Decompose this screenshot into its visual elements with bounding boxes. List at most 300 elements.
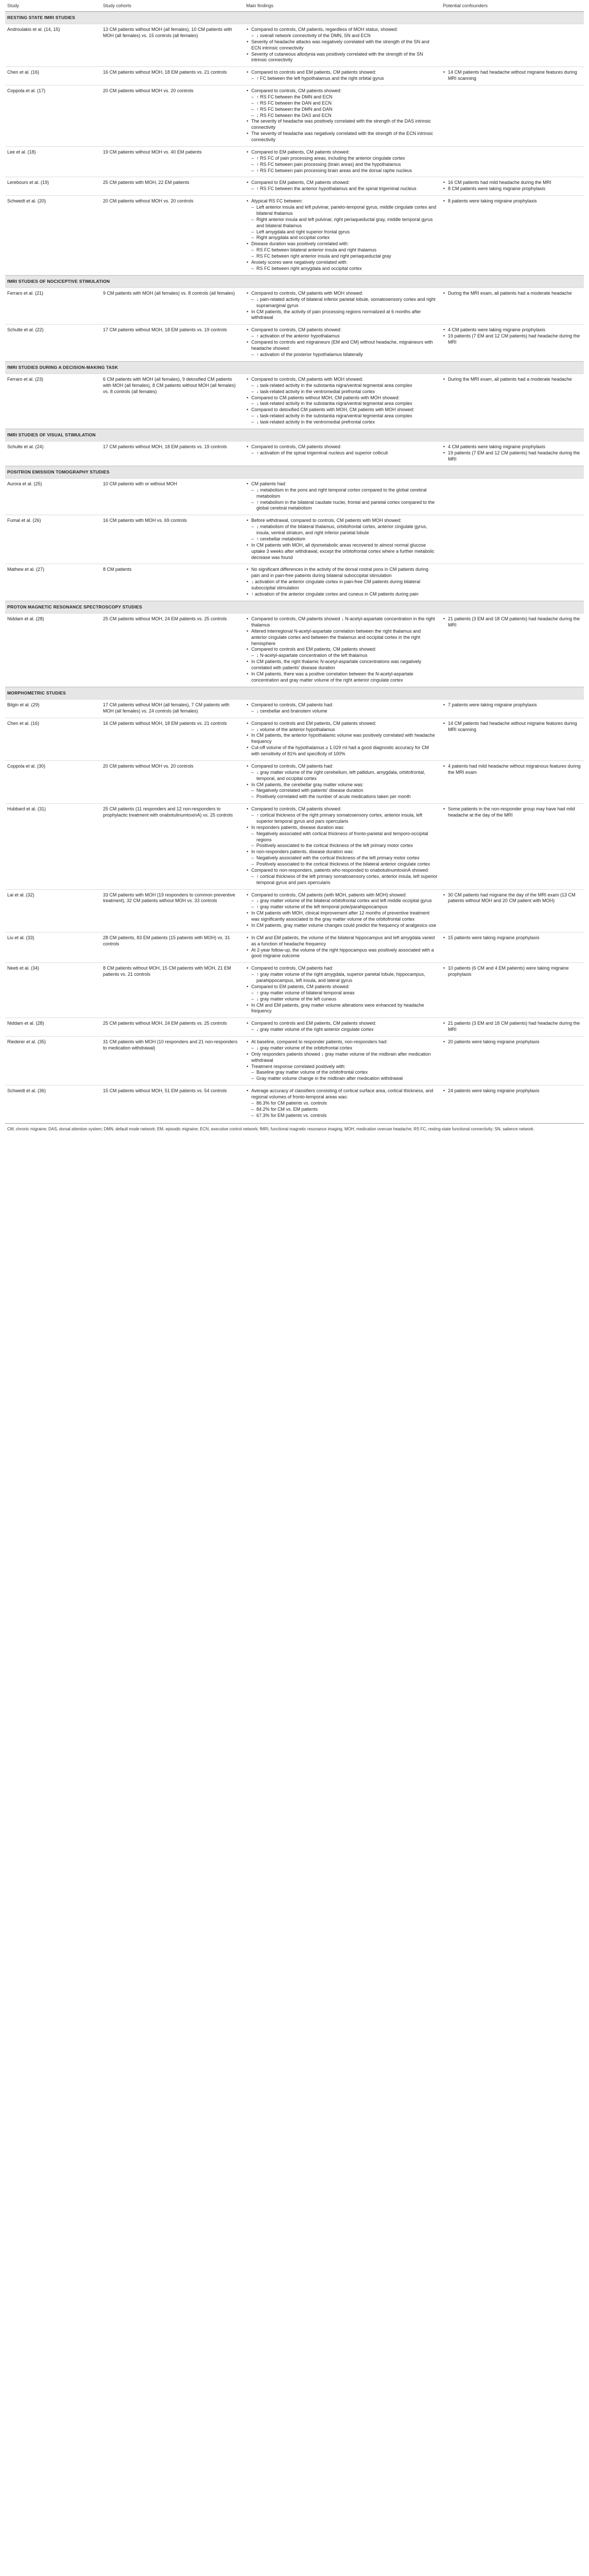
confounders-cell (441, 804, 584, 889)
findings-list (246, 935, 438, 960)
findings-list (246, 291, 438, 321)
finding-item: – ↑ RS FC between pain processing (brain areas) and the hypothalamus (246, 162, 438, 168)
confounders-list (443, 1021, 581, 1033)
confounders-cell (441, 889, 584, 932)
findings-list (246, 180, 438, 192)
confounders-cell (441, 478, 584, 515)
confounders-list (443, 1088, 581, 1094)
finding-item: • In CM patients, gray matter volume changes could predict the frequency of analgesics use (246, 923, 438, 929)
confounder-item: • 8 CM patients were taking migraine prophylaxis (443, 186, 581, 192)
findings-list (246, 1021, 438, 1033)
finding-item: • Compared to controls, CM patients, regardless of MOH status, showed: (246, 27, 438, 33)
finding-item: – 84.2% for CM vs. EM patients (246, 1107, 438, 1113)
cohorts-cell: 20 CM patients without MOH vs. 20 controls (101, 196, 244, 276)
confounders-list (443, 806, 581, 819)
table-row (5, 478, 584, 515)
cohorts-cell: 8 CM patients (101, 564, 244, 601)
findings-cell (244, 1018, 441, 1037)
cohorts-cell: 16 CM patients with MOH vs. 69 controls (101, 515, 244, 564)
cohorts-cell: 25 CM patients with MOH, 22 EM patients (101, 177, 244, 196)
finding-item: – ↑ RS FC between the anterior hypothalamus and the spinal trigeminal nucleus (246, 186, 438, 192)
finding-item: – Right anterior insula and left pulvinar, right periaqueductal gray, middle temporal gyrus and bilateral thalamus (246, 217, 438, 229)
finding-item: – RS FC between right amygdala and occipital cortex (246, 266, 438, 272)
finding-item: • Treatment response correlated positively with: (246, 1064, 438, 1070)
finding-item: – ↓ gray matter volume of the right cerebellum, left pallidum, amygdala, orbitofrontal, temporal, and occipital cortex (246, 770, 438, 782)
confounders-list (443, 327, 581, 346)
confounders-list (443, 721, 581, 733)
finding-item: • Compared to controls, CM patients showed: (246, 88, 438, 94)
confounders-cell (441, 196, 584, 276)
finding-item: • ↓ activation of the anterior cingulate cortex in pain-free CM patients during bilateral suboccipital stimulation (246, 579, 438, 591)
table-row (5, 760, 584, 803)
confounder-item: • 14 CM patients had headache without migraine features during MRI scanning (443, 721, 581, 733)
finding-item: – Baseline gray matter volume of the orbitofrontal cortex (246, 1070, 438, 1076)
study-cell: Aurora et al. (25) (5, 478, 101, 515)
finding-item: – RS FC between right anterior insula and right periaqueductal gray (246, 253, 438, 260)
confounder-item: • 24 patients were taking migraine prophylaxis (443, 1088, 581, 1094)
finding-item: – ↓ gray matter volume of the right anterior cingulate cortex (246, 1027, 438, 1033)
finding-item: – ↑ gray matter volume of the right amygdala, superior parietal lobule, hippocampus, parahippocampus, left insula, and lateral gyrus (246, 972, 438, 984)
findings-list (246, 1039, 438, 1082)
table-row (5, 24, 584, 67)
table-row (5, 146, 584, 177)
table-row (5, 614, 584, 687)
finding-item: • In CM and EM patients, gray matter volume alterations were enhanced by headache frequency (246, 1003, 438, 1015)
confounders-list (443, 198, 581, 205)
table-row (5, 196, 584, 276)
finding-item: – Left amygdala and right superior frontal gyrus (246, 229, 438, 235)
finding-item: • The severity of headache was negatively correlated with the strength of the ECN intrinsic connectivity (246, 131, 438, 143)
study-cell: Bilgin et al. (29) (5, 699, 101, 718)
findings-cell (244, 177, 441, 196)
table-row (5, 932, 584, 963)
table-row (5, 374, 584, 429)
confounders-cell (441, 24, 584, 67)
cohorts-cell: 25 CM patients without MOH, 24 EM patients vs. 25 controls (101, 614, 244, 687)
section-row (5, 361, 584, 374)
findings-list (246, 721, 438, 757)
finding-item: – ↑ cerebellar metabolism (246, 536, 438, 543)
finding-item: – ↑ activation of the anterior hypothalamus (246, 333, 438, 340)
study-cell: Niddam et al. (28) (5, 614, 101, 687)
confounder-item: • 16 CM patients had mild headache during the MRI (443, 180, 581, 186)
confounders-list (443, 377, 581, 383)
finding-item: – ↓ gray matter volume of the orbitofrontal cortex (246, 1045, 438, 1052)
confounders-cell (441, 67, 584, 86)
finding-item: – ↑ metabolism in the bilateral caudate nuclei, frontal and parietal cortex compared to the global cerebral metabolism (246, 500, 438, 512)
table-footnote: CM, chronic migraine; DAS, dorsal attention system; DMN, default mode network; EM, episodic migraine; ECN, executive control network; fMRI, functional magnetic resonance imaging; MOH, medication overuse headache; RS FC, resting-state functional connectivity; SN, salience network. (5, 1123, 584, 1134)
section-title: fMRI STUDIES OF VISUAL STIMULATION (5, 429, 584, 441)
finding-item: – Negatively correlated with patients' disease duration (246, 788, 438, 794)
findings-list (246, 377, 438, 426)
findings-cell (244, 932, 441, 963)
study-cell: Ferraro et al. (21) (5, 287, 101, 324)
study-cell: Lerebours et al. (19) (5, 177, 101, 196)
cohorts-cell: 20 CM patients without MOH vs. 20 controls (101, 760, 244, 803)
finding-item: • Compared to controls and EM patients, CM patients showed: (246, 721, 438, 727)
finding-item: – ↑ RS FC of pain processing areas, including the anterior cingulate cortex (246, 156, 438, 162)
table-row (5, 963, 584, 1018)
findings-cell (244, 1037, 441, 1086)
finding-item: • Compared to controls and EM patients, CM patients showed: (246, 1021, 438, 1027)
findings-cell (244, 146, 441, 177)
cohorts-cell: 10 CM patients with or without MOH (101, 478, 244, 515)
cohorts-cell: 17 CM patients without MOH, 18 EM patients vs. 19 controls (101, 442, 244, 466)
confounders-cell (441, 1086, 584, 1122)
finding-item: – ↓ volume of the anterior hypothalamus (246, 727, 438, 733)
study-cell: Riederer et al. (35) (5, 1037, 101, 1086)
confounder-item: • 8 patients were taking migraine prophylaxis (443, 198, 581, 205)
finding-item: – Negatively associated with the cortical thickness of the left primary motor cortex (246, 855, 438, 861)
study-cell: Hubbard et al. (31) (5, 804, 101, 889)
finding-item: – ↑ gray matter volume of the left temporal pole/parahippocampus (246, 904, 438, 910)
confounder-item: • 19 patients (7 EM and 12 CM patients) had headache during the MRI (443, 333, 581, 346)
confounder-item: • 19 patients (7 EM and 12 CM patients) had headache during the MRI (443, 450, 581, 463)
finding-item: • Average accuracy of classifiers consisting of cortical surface area, cortical thickness, and regional volumes of fronto-temporal areas was: (246, 1088, 438, 1100)
finding-item: • At 2-year follow-up, the volume of the right hippocampus was positively associated with a good migraine outcome (246, 947, 438, 960)
findings-cell (244, 1086, 441, 1122)
confounders-cell (441, 1037, 584, 1086)
finding-item: • ↑ activation of the anterior cingulate cortex and cuneus in CM patients during pain (246, 591, 438, 598)
confounder-item: • 4 CM patients were taking migraine prophylaxis (443, 327, 581, 333)
findings-list (246, 518, 438, 561)
table-row (5, 1037, 584, 1086)
finding-item: – RS FC between bilateral anterior insula and right thalamus (246, 247, 438, 253)
table-row (5, 442, 584, 466)
cohorts-cell: 17 CM patients without MOH, 18 EM patients vs. 19 controls (101, 325, 244, 361)
finding-item: • Compared to controls, CM patients showed ↓ N-acetyl-aspartate concentration in the right thalamus (246, 616, 438, 629)
finding-item: • Altered interregional N-acetyl-aspartate correlation between the right thalamus and anterior cingulate cortex and between the thalamus and occipital cortex in the right hemisphere (246, 629, 438, 647)
findings-cell (244, 325, 441, 361)
table-row (5, 1086, 584, 1122)
findings-list (246, 444, 438, 456)
confounders-cell (441, 614, 584, 687)
confounders-cell (441, 325, 584, 361)
findings-list (246, 481, 438, 512)
findings-list (246, 806, 438, 886)
study-cell: Schulte et al. (22) (5, 325, 101, 361)
table-row (5, 177, 584, 196)
study-cell: Lee et al. (18) (5, 146, 101, 177)
cohorts-cell: 20 CM patients without MOH vs. 20 controls (101, 86, 244, 147)
confounders-cell (441, 515, 584, 564)
confounders-cell (441, 146, 584, 177)
findings-list (246, 764, 438, 800)
finding-item: – ↑ RS FC between the DMN and ECN (246, 94, 438, 100)
confounders-cell (441, 287, 584, 324)
section-row (5, 687, 584, 699)
findings-cell (244, 86, 441, 147)
finding-item: – ↓ metabolism in the pons and right temporal cortex compared to the global cerebral metabolism (246, 487, 438, 500)
findings-cell (244, 67, 441, 86)
confounder-item: • 14 CM patients had headache without migraine features during MRI scanning (443, 70, 581, 82)
finding-item: • Compared to controls and EM patients, CM patients showed: (246, 647, 438, 653)
study-cell: Niddam et al. (28) (5, 1018, 101, 1037)
finding-item: – ↓ task-related activity in the substantia nigra/ventral tegmental area complex (246, 401, 438, 407)
findings-cell (244, 699, 441, 718)
study-cell: Androulakis et al. (14, 15) (5, 24, 101, 67)
finding-item: • In CM patients, the activity of pain processing regions normalized at 6 months after withdrawal (246, 309, 438, 321)
finding-item: – ↑ cortical thickness of the left primary somatosensory cortex, anterior insula, left superior temporal gyrus and pars opercularis (246, 874, 438, 886)
confounders-list (443, 965, 581, 978)
confounders-cell (441, 177, 584, 196)
confounders-list (443, 291, 581, 297)
finding-item: – ↑ cortical thickness of the right primary somatosensory cortex, anterior insula, left superior temporal gyrus and pars opercularis (246, 812, 438, 825)
confounder-item: • 15 patients were taking migraine prophylaxis (443, 935, 581, 941)
findings-list (246, 327, 438, 358)
confounder-item: • 7 patients were taking migraine prophylaxis (443, 702, 581, 708)
finding-item: • The severity of headache was positively correlated with the strength of the DAS intrinsic connectivity (246, 118, 438, 131)
finding-item: – 86.3% for CM patients vs. controls (246, 1100, 438, 1107)
confounder-item: • 4 CM patients were taking migraine prophylaxis (443, 444, 581, 450)
study-cell: Schwedt et al. (36) (5, 1086, 101, 1122)
finding-item: • Compared to non-responders, patients who responded to onabotulinumtoxinA showed: (246, 868, 438, 874)
finding-item: – ↓ gray matter volume of the bilateral orbitofrontal cortex and left middle occipital gyrus (246, 898, 438, 904)
finding-item: – Negatively associated with cortical thickness of fronto-parietal and temporo-occipital regions (246, 831, 438, 843)
finding-item: • Compared to controls, CM patients had: (246, 764, 438, 770)
finding-item: • Compared to controls, CM patients showed: (246, 444, 438, 450)
confounder-item: • During the MRI exam, all patients had a moderate headache (443, 377, 581, 383)
finding-item: • In CM patients with MOH, all dysmetabolic areas recovered to almost normal glucose uptake 3 weeks after withdrawal, except the orbitofrontal cortex where a further metabolic decrease was found (246, 543, 438, 561)
finding-item: – ↓ task-related activity in the substantia nigra/ventral tegmental area complex (246, 413, 438, 419)
confounder-item: • During the MRI exam, all patients had a moderate headache (443, 291, 581, 297)
findings-list (246, 70, 438, 82)
section-title: fMRI STUDIES OF NOCICEPTIVE STIMULATION (5, 275, 584, 287)
finding-item: • Atypical RS FC between: (246, 198, 438, 205)
finding-item: – ↓ RS FC between the DAS and ECN (246, 113, 438, 119)
table-row (5, 718, 584, 760)
finding-item: • Severity of cutaneous allodynia was positively correlated with the strength of the SN intrinsic connectivity (246, 52, 438, 64)
study-cell: Schulte et al. (24) (5, 442, 101, 466)
finding-item: – ↑ RS FC between pain processing brain areas and the dorsal raphe nucleus (246, 168, 438, 174)
confounders-list (443, 935, 581, 941)
finding-item: – ↓ pain-related activity of bilateral inferior parietal lobule, somatosensory cortex and right supramarginal gyrus (246, 297, 438, 309)
confounders-cell (441, 374, 584, 429)
section-title: PROTON MAGNETIC RESONANCE SPECTROSCOPY STUDIES (5, 601, 584, 613)
finding-item: – ↓ gray matter volume of the left cuneus (246, 996, 438, 1003)
finding-item: • At baseline, compared to responder patients, non-responders had: (246, 1039, 438, 1045)
findings-cell (244, 374, 441, 429)
section-title: MORPHOMETRIC STUDIES (5, 687, 584, 699)
cohorts-cell: 25 CM patients without MOH, 24 EM patients vs. 25 controls (101, 1018, 244, 1037)
table-container (5, 0, 584, 1134)
finding-item: • CM patients had: (246, 481, 438, 487)
cohorts-cell: 6 CM patients with MOH (all females), 9 detoxified CM patients with MOH (all females), 8 CM patients without MOH (all females) vs. 8 controls (all females) (101, 374, 244, 429)
finding-item: – Right amygdala and occipital cortex (246, 235, 438, 241)
confounders-list (443, 702, 581, 708)
findings-list (246, 965, 438, 1014)
cohorts-cell: 16 CM patients without MOH, 18 EM patients vs. 21 controls (101, 67, 244, 86)
section-title: RESTING STATE fMRI STUDIES (5, 11, 584, 24)
study-cell: Fumal et al. (26) (5, 515, 101, 564)
table-row (5, 287, 584, 324)
findings-cell (244, 478, 441, 515)
confounders-cell (441, 963, 584, 1018)
findings-list (246, 1088, 438, 1118)
finding-item: • Anxiety scores were negatively correlated with: (246, 260, 438, 266)
study-cell: Coppola et al. (17) (5, 86, 101, 147)
cohorts-cell: 13 CM patients without MOH (all females), 10 CM patients with MOH (all females) vs. 15 controls (all females) (101, 24, 244, 67)
findings-cell (244, 24, 441, 67)
cohorts-cell: 25 CM patients (11 responders and 12 non-responders to prophylactic treatment with onabotulinumtoxinA) vs. 25 controls (101, 804, 244, 889)
finding-item: – ↑ RS FC between the DAN and ECN (246, 100, 438, 107)
cohorts-cell: 28 CM patients, 83 EM patients (15 patients with MOH) vs. 31 controls (101, 932, 244, 963)
findings-list (246, 198, 438, 272)
column-header-findings: Main findings (244, 0, 441, 11)
cohorts-cell: 16 CM patients without MOH, 18 EM patients vs. 21 controls (101, 718, 244, 760)
finding-item: • Compared to controls, CM patients had: (246, 965, 438, 972)
confounders-list (443, 180, 581, 192)
finding-item: • In responders patients, disease duration was: (246, 825, 438, 831)
confounders-cell (441, 760, 584, 803)
finding-item: • In CM patients, the right thalamic N-acetyl-aspartate concentrations was negatively correlated with patients' disease duration (246, 659, 438, 671)
table-row (5, 804, 584, 889)
section-row (5, 429, 584, 441)
finding-item: – Positively associated to the cortical thickness of the left primary motor cortex (246, 843, 438, 849)
finding-item: – ↓ task-related activity in the ventromedial prefrontal cortex (246, 419, 438, 426)
findings-cell (244, 963, 441, 1018)
confounders-cell (441, 699, 584, 718)
findings-cell (244, 760, 441, 803)
table-row (5, 86, 584, 147)
findings-list (246, 27, 438, 63)
findings-list (246, 88, 438, 143)
finding-item: • Compared to controls and EM patients, CM patients showed: (246, 70, 438, 76)
confounder-item: • 30 CM patients had migraine the day of the MRI exam (13 CM patients without MOH and 20 CM patient with MOH) (443, 892, 581, 905)
table-row (5, 325, 584, 361)
finding-item: • Compared to EM patients, CM patients showed: (246, 984, 438, 990)
finding-item: – 67.3% for EM patients vs. controls (246, 1113, 438, 1119)
finding-item: • Compared to EM patients, CM patients showed: (246, 180, 438, 186)
finding-item: – Gray matter volume change in the midbrain after medication withdrawal (246, 1076, 438, 1082)
finding-item: – ↑ FC between the left hypothalamus and the right orbital gyrus (246, 76, 438, 82)
findings-list (246, 567, 438, 597)
table-header (5, 0, 584, 11)
findings-list (246, 149, 438, 174)
finding-item: – ↓ metabolism of the bilateral thalamus, orbitofrontal cortex, anterior cingulate gyrus, insula, ventral striatum, and right inferior parietal lobule (246, 524, 438, 536)
finding-item: • Compared to controls, CM patients (with MOH, patients with MOH) showed: (246, 892, 438, 899)
section-row (5, 275, 584, 287)
finding-item: – ↓ N-acetyl-aspartate concentration of the left thalamus (246, 653, 438, 659)
table-row (5, 1018, 584, 1037)
header-row (5, 0, 584, 11)
finding-item: • Cut-off volume of the hypothalamus ≥ 1.029 ml had a good diagnostic accuracy for CM with sensitivity of 81% and specificity of 100% (246, 745, 438, 757)
finding-item: • In CM patients with MOH, clinical improvement after 12 months of preventive treatment was significantly associated to the gray matter volume of the orbitofrontal cortex (246, 910, 438, 923)
section-row (5, 466, 584, 478)
finding-item: – ↑ activation of the posterior hypothalamus bilaterally (246, 352, 438, 358)
confounders-cell (441, 932, 584, 963)
finding-item: – ↑ RS FC between the DMN and DAN (246, 107, 438, 113)
cohorts-cell: 17 CM patients without MOH (all females), 7 CM patients with MOH (all females) vs. 24 controls (all females) (101, 699, 244, 718)
section-title: fMRI STUDIES DURING A DECISION-MAKING TASK (5, 361, 584, 374)
study-cell: Mathew et al. (27) (5, 564, 101, 601)
cohorts-cell: 19 CM patients without MOH vs. 40 EM patients (101, 146, 244, 177)
finding-item: • Severity of headache attacks was negatively correlated with the strength of the SN and ECN intrinsic connectivity (246, 39, 438, 52)
confounders-list (443, 70, 581, 82)
section-title: POSITRON EMISSION TOMOGRAPHY STUDIES (5, 466, 584, 478)
study-cell: Chen et al. (16) (5, 718, 101, 760)
confounders-cell (441, 564, 584, 601)
confounder-item: • 10 patients (6 CM and 4 EM patients) were taking migraine prophylaxis (443, 965, 581, 978)
findings-list (246, 702, 438, 715)
finding-item: • Disease duration was positively correlated with: (246, 241, 438, 247)
confounders-list (443, 764, 581, 776)
confounder-item: • 21 patients (3 EM and 18 CM patients) had headache during the MRI (443, 1021, 581, 1033)
finding-item: • Compared to controls, CM patients showed: (246, 327, 438, 333)
finding-item: – ↑ activation of the spinal trigeminal nucleus and superior colliculi (246, 450, 438, 456)
findings-list (246, 892, 438, 929)
finding-item: • In CM patients, there was a positive correlation between the N-acetyl-aspartate concentration and gray matter volume of the right anterior cingulate cortex (246, 671, 438, 684)
finding-item: – ↓ cerebellar and brainstem volume (246, 708, 438, 715)
finding-item: • Compared to controls, CM patients showed: (246, 806, 438, 812)
study-cell: Lai et al. (32) (5, 889, 101, 932)
finding-item: – ↓ overall network connectivity of the DMN, SN and ECN (246, 33, 438, 39)
finding-item: • In CM patients, the anterior hypothalamic volume was positively correlated with headache frequency (246, 733, 438, 745)
confounder-item: • 4 patients had mild headache without migrainous features during the MRI exam (443, 764, 581, 776)
table-body (5, 11, 584, 1122)
studies-table (5, 0, 584, 1122)
study-cell: Coppola et al. (30) (5, 760, 101, 803)
finding-item: • No significant differences in the activity of the dorsal rostral pons in CM patients during pain and in pain-free patients during bilateral suboccipital stimulation (246, 567, 438, 579)
finding-item: • In CM and EM patients, the volume of the bilateral hippocampus and left amygdala varied as a function of headache frequency (246, 935, 438, 947)
cohorts-cell: 31 CM patients with MOH (10 responders and 21 non-responders to medication withdrawal) (101, 1037, 244, 1086)
confounders-list (443, 1039, 581, 1045)
finding-item: – ↑ gray matter volume of bilateral temporal areas (246, 990, 438, 996)
confounder-item: • 21 patients (3 EM and 18 CM patients) had headache during the MRI (443, 616, 581, 629)
table-row (5, 699, 584, 718)
finding-item: • In CM patients, the cerebellar gray matter volume was: (246, 782, 438, 788)
confounders-list (443, 892, 581, 905)
confounders-cell (441, 86, 584, 147)
confounder-item: • Some patients in the non-responder group may have had mild headache at the day of the MRI (443, 806, 581, 819)
column-header-study: Study (5, 0, 101, 11)
findings-cell (244, 614, 441, 687)
cohorts-cell: 33 CM patients with MOH (19 responders to common preventive treatment), 32 CM patients without MOH vs. 33 controls (101, 889, 244, 932)
finding-item: – Positively correlated with the number of acute medications taken per month (246, 794, 438, 800)
cohorts-cell: 8 CM patients without MOH, 15 CM patients with MOH, 21 EM patients vs. 21 controls (101, 963, 244, 1018)
finding-item: – ↓ task-related activity in the substantia nigra/ventral tegmental area complex (246, 383, 438, 389)
finding-item: • Compared to controls and migraineurs (EM and CM) without headache, migraineurs with headache showed: (246, 340, 438, 352)
findings-cell (244, 442, 441, 466)
finding-item: • Compared to controls, CM patients with MOH showed: (246, 377, 438, 383)
finding-item: – Left anterior insula and left pulvinar, parieto-temporal gyrus, middle cingulate cortex and bilateral thalamus (246, 205, 438, 217)
finding-item: • In non-responders patients, disease duration was: (246, 849, 438, 855)
column-header-cohorts: Study cohorts (101, 0, 244, 11)
table-row (5, 67, 584, 86)
cohorts-cell: 9 CM patients with MOH (all females) vs. 8 controls (all females) (101, 287, 244, 324)
finding-item: • Compared to controls, CM patients had: (246, 702, 438, 708)
study-cell: Ferraro et al. (23) (5, 374, 101, 429)
confounders-cell (441, 718, 584, 760)
findings-list (246, 616, 438, 684)
column-header-confounders: Potential confounders (441, 0, 584, 11)
cohorts-cell: 15 CM patients without MOH, 51 EM patients vs. 54 controls (101, 1086, 244, 1122)
table-row (5, 515, 584, 564)
section-row (5, 601, 584, 613)
finding-item: • Compared to controls, CM patients with MOH showed: (246, 291, 438, 297)
findings-cell (244, 889, 441, 932)
findings-cell (244, 804, 441, 889)
finding-item: • Only responders patients showed ↓ gray matter volume of the midbrain after medication withdrawal (246, 1052, 438, 1064)
finding-item: – ↓ task-related activity in the ventromedial prefrontal cortex (246, 389, 438, 395)
findings-cell (244, 564, 441, 601)
confounders-list (443, 616, 581, 629)
finding-item: • Compared to detoxified CM patients with MOH, CM patients with MOH showed: (246, 407, 438, 413)
confounders-cell (441, 1018, 584, 1037)
study-cell: Schwedt et al. (20) (5, 196, 101, 276)
findings-cell (244, 196, 441, 276)
confounders-list (443, 444, 581, 463)
